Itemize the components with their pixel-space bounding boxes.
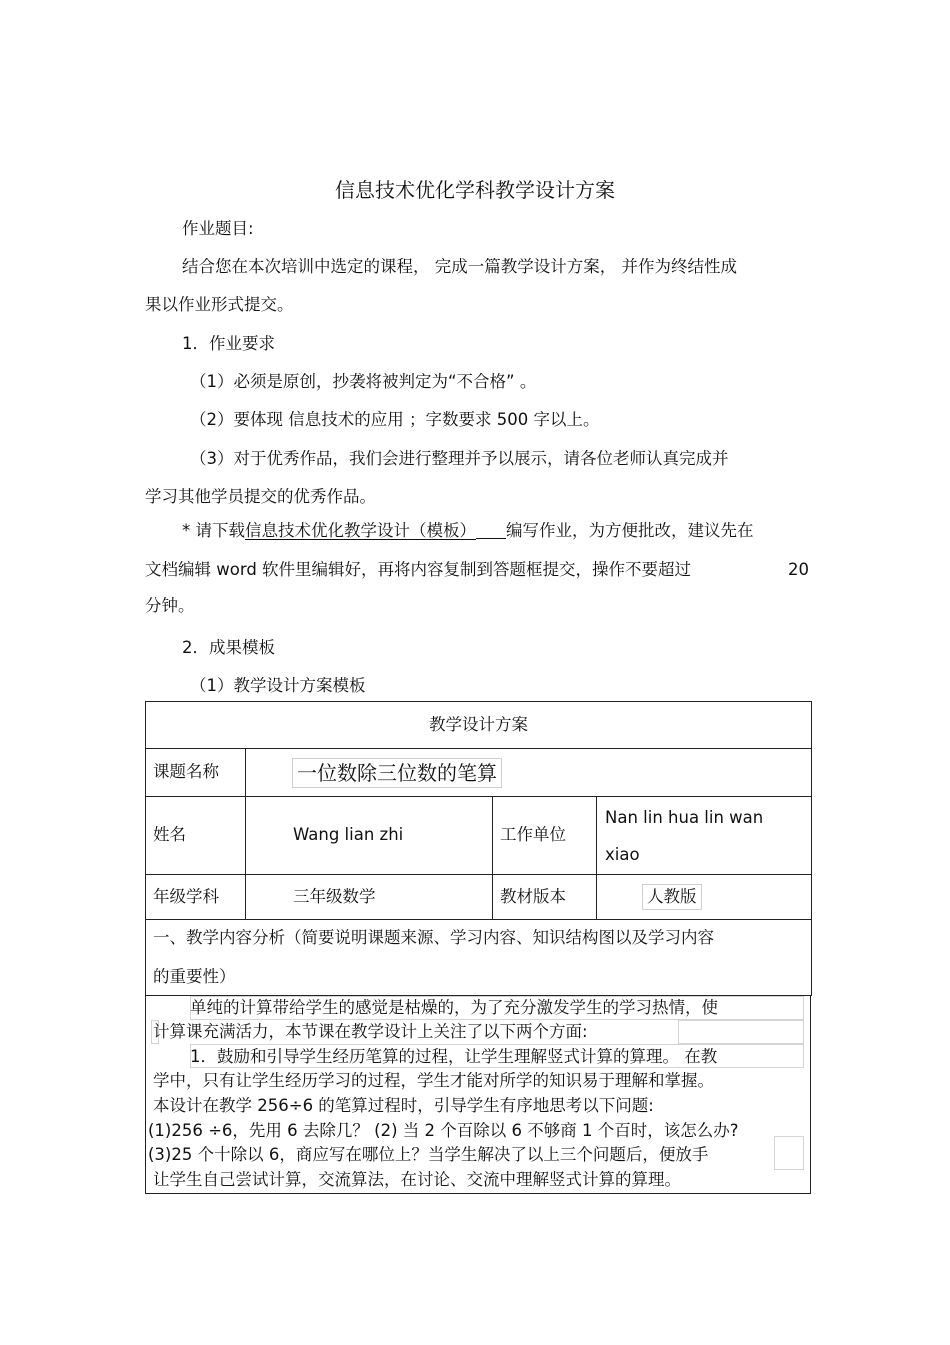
- assignment-label: 作业题目:: [182, 219, 254, 238]
- edition-value: 人教版: [642, 884, 702, 911]
- unit-value: [597, 797, 812, 875]
- note-line-3: 分钟。: [145, 596, 195, 615]
- note-prefix: * 请下载: [182, 521, 245, 540]
- intro-line-2: 果以作业形式提交。: [145, 295, 294, 314]
- note-line-2: 文档编辑 word 软件里编辑好，再将内容复制到答题框提交，操作不要超过: [145, 560, 692, 579]
- content-analysis-heading-line-2: 的重要性）: [153, 966, 236, 986]
- link-underline-tail: [476, 537, 506, 539]
- requirement-3-line-1: （3）对于优秀作品，我们会进行整理并予以展示，请各位老师认真完成并: [190, 449, 729, 468]
- intro-line-1: 结合您在本次培训中选定的课程， 完成一篇教学设计方案， 并作为终结性成: [182, 257, 737, 276]
- topic-label: 课题名称: [146, 749, 246, 797]
- table-header: 教学设计方案: [146, 702, 812, 749]
- content-line: (3)25 个十除以 6，商应写在哪位上？当学生解决了以上三个问题后，便放手: [148, 1145, 709, 1164]
- unit-value-line-1: Nan lin hua lin wan: [605, 807, 764, 827]
- document-title: 信息技术优化学科教学设计方案: [335, 178, 615, 202]
- topic-value: 一位数除三位数的笔算: [292, 758, 502, 788]
- content-line: 本设计在教学 256÷6 的笔算过程时，引导学生有序地思考以下问题:: [153, 1096, 654, 1115]
- grade-label: 年级学科: [146, 875, 246, 920]
- content-line: 计算课充满活力，本节课在教学设计上关注了以下两个方面:: [153, 1022, 588, 1041]
- content-line: 1．鼓励和引导学生经历笔算的过程，让学生理解竖式计算的算理。 在教: [190, 1047, 718, 1066]
- section-1-heading: 1．作业要求: [182, 334, 275, 353]
- template-download-link[interactable]: 信息技术优化教学设计（模板）: [245, 521, 476, 540]
- unit-label: 工作单位: [493, 797, 597, 875]
- name-label: 姓名: [146, 797, 246, 875]
- edition-label: 教材版本: [493, 875, 597, 920]
- requirement-3-line-2: 学习其他学员提交的优秀作品。: [145, 487, 376, 506]
- text-box-outline: [678, 1020, 804, 1044]
- name-value: Wang lian zhi: [246, 797, 493, 875]
- note-line-1: [182, 523, 754, 540]
- template-label: （1）教学设计方案模板: [190, 676, 366, 695]
- text-box-outline: [774, 1136, 804, 1170]
- content-line: 单纯的计算带给学生的感觉是枯燥的，为了充分激发学生的学习热情，使: [190, 998, 718, 1017]
- content-analysis-heading-line-1: 一、教学内容分析（简要说明课题来源、学习内容、知识结构图以及学习内容: [153, 928, 714, 947]
- requirement-2: （2）要体现 信息技术的应用 ；字数要求 500 字以上。: [190, 410, 600, 429]
- content-line: 学中，只有让学生经历学习的过程，学生才能对所学的知识易于理解和掌握。: [153, 1071, 714, 1090]
- content-line: 让学生自己尝试计算，交流算法，在讨论、交流中理解竖式计算的算理。: [153, 1170, 681, 1189]
- note-suffix: 编写作业，为方便批改，建议先在: [506, 521, 754, 540]
- content-analysis-heading: [146, 920, 812, 996]
- grade-value: 三年级数学: [246, 875, 493, 920]
- unit-value-line-2: xiao: [605, 845, 640, 864]
- content-line: (1)256 ÷6，先用 6 去除几？ (2) 当 2 个百除以 6 不够商 1 个百时，该怎么办?: [148, 1121, 739, 1140]
- content-analysis-body: [145, 996, 811, 1194]
- note-minutes-number: 20: [788, 560, 809, 579]
- section-2-heading: 2．成果模板: [182, 638, 275, 657]
- design-plan-table: [145, 701, 812, 996]
- requirement-1: （1）必须是原创，抄袭将被判定为“不合格” 。: [190, 372, 537, 391]
